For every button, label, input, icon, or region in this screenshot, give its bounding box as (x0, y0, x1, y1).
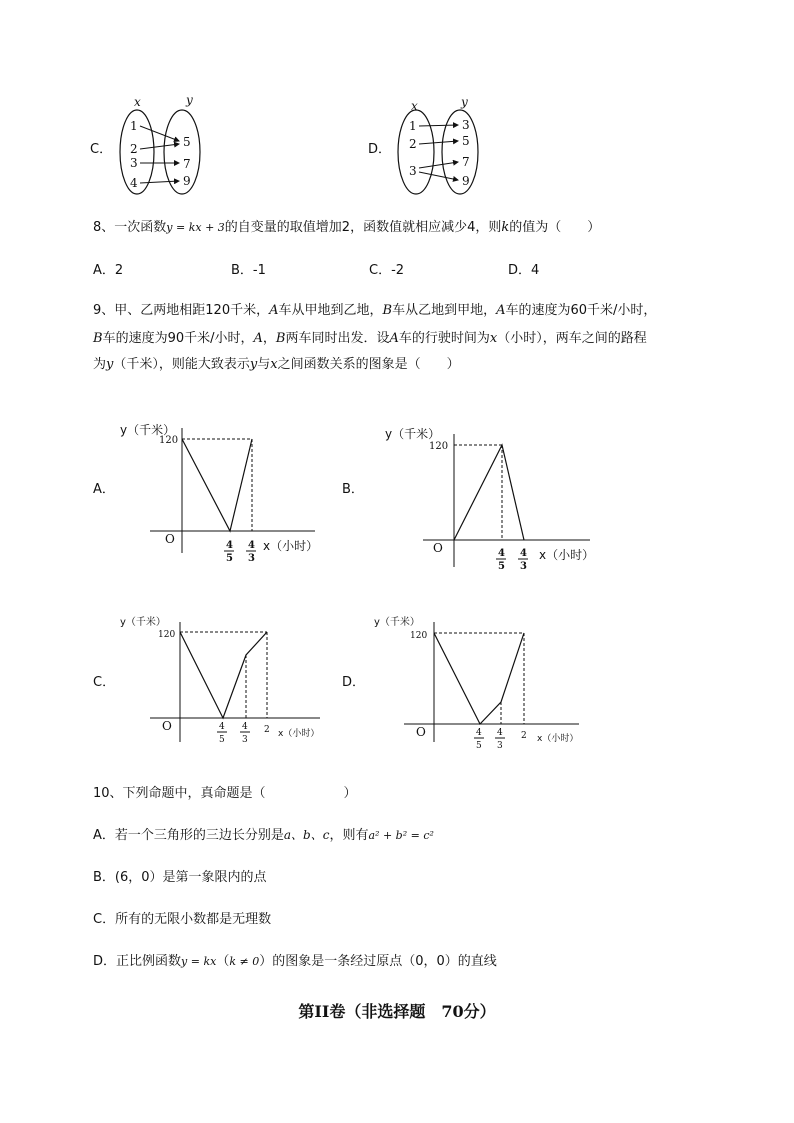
svg-text:4: 4 (242, 722, 248, 732)
q7d-x2: 2 (409, 137, 417, 151)
svg-text:O: O (433, 541, 443, 555)
svg-text:3: 3 (497, 741, 503, 751)
q8-formula: y = kx + 3 (166, 221, 225, 234)
q7-mapping-diagram-c (110, 92, 210, 202)
svg-text:2: 2 (264, 725, 270, 735)
q10-option-a: A．若一个三角形的三边长分别是a、b、c，则有a² + b² = c² (93, 828, 434, 843)
svg-text:O: O (162, 719, 172, 733)
svg-text:y（千米）: y（千米） (120, 617, 166, 628)
svg-text:O: O (416, 725, 426, 739)
graph-a-x-label: x（小时） (263, 539, 319, 553)
q9-graph-c (120, 612, 340, 752)
svg-text:4: 4 (498, 548, 505, 559)
svg-text:3: 3 (520, 561, 527, 572)
q7-option-c-label: C． (90, 142, 113, 157)
q7d-x-label: x (411, 99, 418, 113)
q7d-y5: 5 (462, 134, 470, 148)
q7c-x-label: x (134, 95, 141, 109)
q7d-x3: 3 (409, 164, 417, 178)
q8-stem: 8、一次函数y = kx + 3的自变量的取值增加2，函数值就相应减少4，则k的值为（ ） (93, 220, 601, 235)
graph-a-origin: O (165, 532, 175, 546)
q7d-range-ellipse (442, 110, 478, 194)
q9-graph-d (374, 612, 594, 752)
q7-option-d-label: D． (368, 142, 392, 157)
q9-line-2: B车的速度为90千米/小时，A，B两车同时出发．设A车的行驶时间为x（小时），两车之间的路程 (93, 331, 647, 346)
q7c-y7: 7 (183, 157, 191, 171)
q9-line-3: 为y（千米），则能大致表示y与x之间函数关系的图象是（ ） (93, 357, 460, 372)
svg-text:3: 3 (248, 553, 255, 564)
svg-text:4: 4 (497, 728, 503, 738)
svg-text:120: 120 (158, 630, 176, 640)
graph-b-x-label: x（小时） (539, 548, 595, 562)
graph-a-line (182, 439, 252, 531)
q9-line-1: 9、甲、乙两地相距120千米，A车从甲地到乙地，B车从乙地到甲地，A车的速度为60千米/小时， (93, 303, 657, 318)
graph-b-y-label: y（千米） (385, 427, 441, 441)
q9-graph-a (115, 418, 345, 568)
svg-text:5: 5 (476, 741, 482, 751)
q7d-y7: 7 (462, 155, 470, 169)
q7c-x3: 3 (130, 156, 138, 170)
q10-option-c: C．所有的无限小数都是无理数 (93, 912, 272, 927)
q7d-y9: 9 (462, 174, 470, 188)
q7c-x4: 4 (130, 176, 138, 190)
q7c-y-label: y (186, 93, 193, 107)
svg-text:4: 4 (219, 722, 225, 732)
svg-text:4: 4 (520, 548, 527, 559)
q7c-x2: 2 (130, 142, 138, 156)
q8-option-c: C．-2 (369, 263, 405, 278)
q9-option-a-label: A． (93, 482, 115, 497)
svg-text:5: 5 (226, 553, 233, 564)
svg-text:4: 4 (248, 540, 255, 551)
svg-text:5: 5 (498, 561, 505, 572)
svg-text:120: 120 (429, 441, 449, 452)
graph-a-tick-120: 120 (159, 435, 179, 446)
graph-c-line (180, 632, 267, 718)
q9-option-b-label: B． (342, 482, 364, 497)
q7c-y9: 9 (183, 174, 191, 188)
svg-text:x（小时）: x（小时） (537, 734, 579, 744)
q10-option-d: D．正比例函数y = kx（k ≠ 0）的图象是一条经过原点（0，0）的直线 (93, 954, 497, 969)
svg-text:4: 4 (476, 728, 482, 738)
graph-a-y-label: y（千米） (120, 423, 176, 437)
q8-k: k (501, 220, 510, 235)
q10-stem: 10、下列命题中，真命题是（ ） (93, 786, 357, 801)
svg-text:2: 2 (521, 731, 527, 741)
q7c-x1: 1 (130, 119, 138, 133)
svg-text:5: 5 (219, 735, 225, 745)
svg-text:120: 120 (410, 631, 428, 641)
svg-text:3: 3 (242, 735, 248, 745)
q7d-y3: 3 (462, 118, 470, 132)
q7d-y-label: y (461, 95, 468, 109)
q7d-x1: 1 (409, 119, 417, 133)
q8-option-b: B．-1 (231, 263, 266, 278)
q10-option-b: B．(6，0）是第一象限内的点 (93, 870, 267, 885)
svg-text:4: 4 (226, 540, 233, 551)
q7c-y5: 5 (183, 135, 191, 149)
q8-option-a: A．2 (93, 263, 124, 278)
graph-d-line (434, 633, 524, 724)
section-title: 第II卷（非选择题 70分） (298, 1002, 496, 1021)
q9-graph-b (385, 422, 615, 572)
graph-b-line (454, 445, 524, 540)
q7-mapping-diagram-d (392, 92, 492, 202)
svg-text:x（小时）: x（小时） (278, 729, 320, 739)
q9-option-d-label: D． (342, 675, 366, 690)
svg-text:y（千米）: y（千米） (374, 617, 420, 628)
q9-option-c-label: C． (93, 675, 116, 690)
q8-option-d: D．4 (508, 263, 540, 278)
